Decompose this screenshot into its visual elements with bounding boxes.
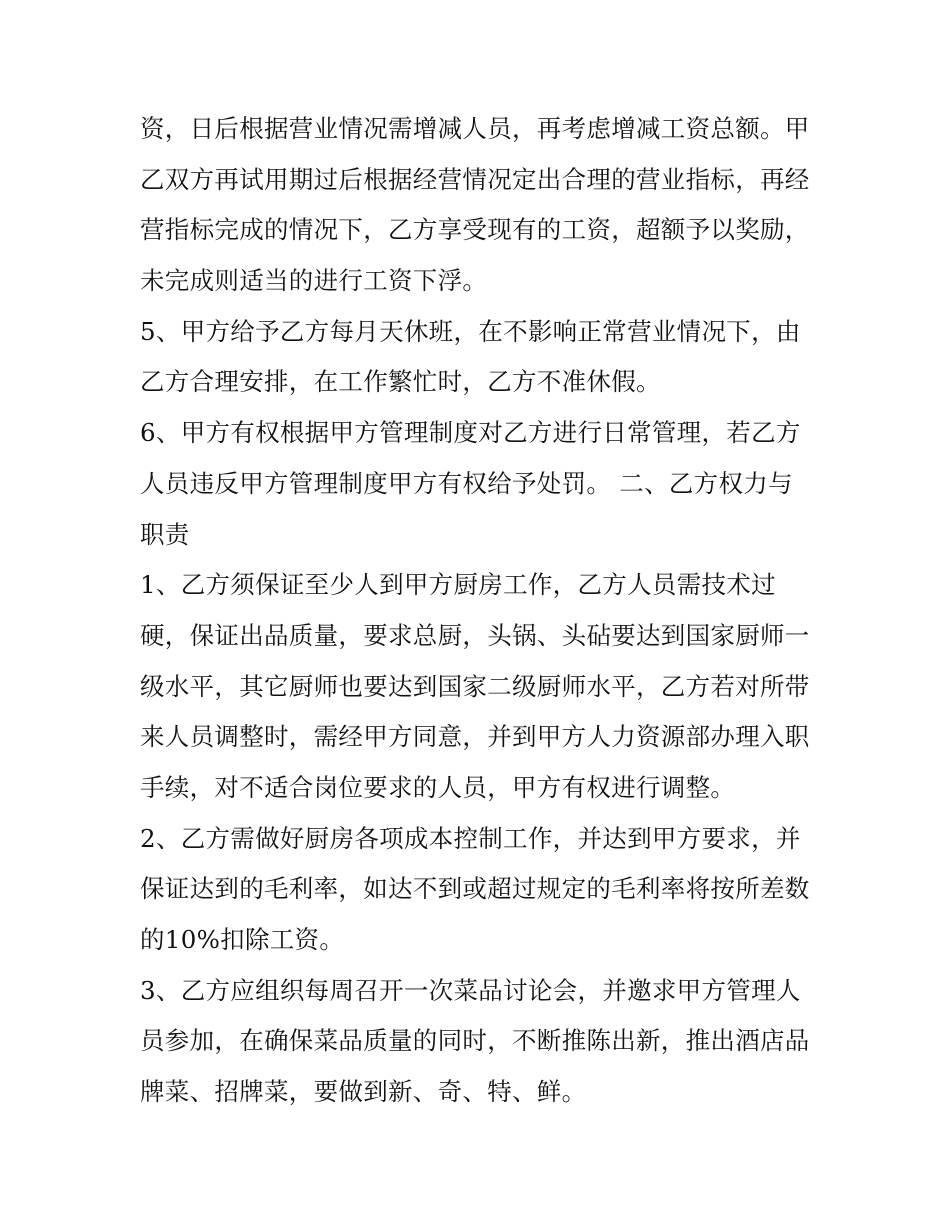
text-line: 2、乙方需做好厨房各项成本控制工作，并达到甲方要求，并 [140, 823, 801, 853]
text-line: 级水平，其它厨师也要达到国家二级厨师水平，乙方若对所带 [140, 671, 810, 701]
text-line: 6、甲方有权根据甲方管理制度对乙方进行日常管理，若乙方 [140, 418, 801, 448]
text-line: 人员违反甲方管理制度甲方有权给予处罚。 二、乙方权力与 [140, 468, 793, 498]
text-line: 资，日后根据营业情况需增减人员，再考虑增减工资总额。甲 [140, 114, 810, 143]
text-line: 手续，对不适合岗位要求的人员，甲方有权进行调整。 [140, 772, 736, 802]
text-line: 5、甲方给予乙方每月天休班，在不影响正常营业情况下，由 [140, 316, 801, 346]
text-line: 未完成则适当的进行工资下浮。 [140, 266, 488, 296]
text-line: 硬，保证出品质量，要求总厨，头锅、头砧要达到国家厨师一 [140, 620, 810, 650]
text-line: 1、乙方须保证至少人到甲方厨房工作，乙方人员需技术过 [140, 570, 776, 600]
text-line: 乙双方再试用期过后根据经营情况定出合理的营业指标，再经 [140, 164, 810, 194]
text-line: 乙方合理安排，在工作繁忙时，乙方不准休假。 [140, 367, 661, 397]
section-heading-line: 职责 [140, 519, 190, 549]
text-line: 营指标完成的情况下，乙方享受现有的工资，超额予以奖励， [140, 215, 810, 245]
text-line: 的10%扣除工资。 [140, 925, 345, 954]
text-line: 牌菜、招牌菜，要做到新、奇、特、鲜。 [140, 1077, 587, 1107]
text-line: 3、乙方应组织每周召开一次菜品讨论会，并邀求甲方管理人 [140, 975, 801, 1005]
text-line: 员参加，在确保菜品质量的同时，不断推陈出新，推出酒店品 [140, 1026, 810, 1056]
text-line: 来人员调整时，需经甲方同意，并到甲方人力资源部办理入职 [140, 722, 810, 752]
text-line: 保证达到的毛利率，如达不到或超过规定的毛利率将按所差数 [140, 874, 810, 904]
document-body [140, 104, 830, 1118]
